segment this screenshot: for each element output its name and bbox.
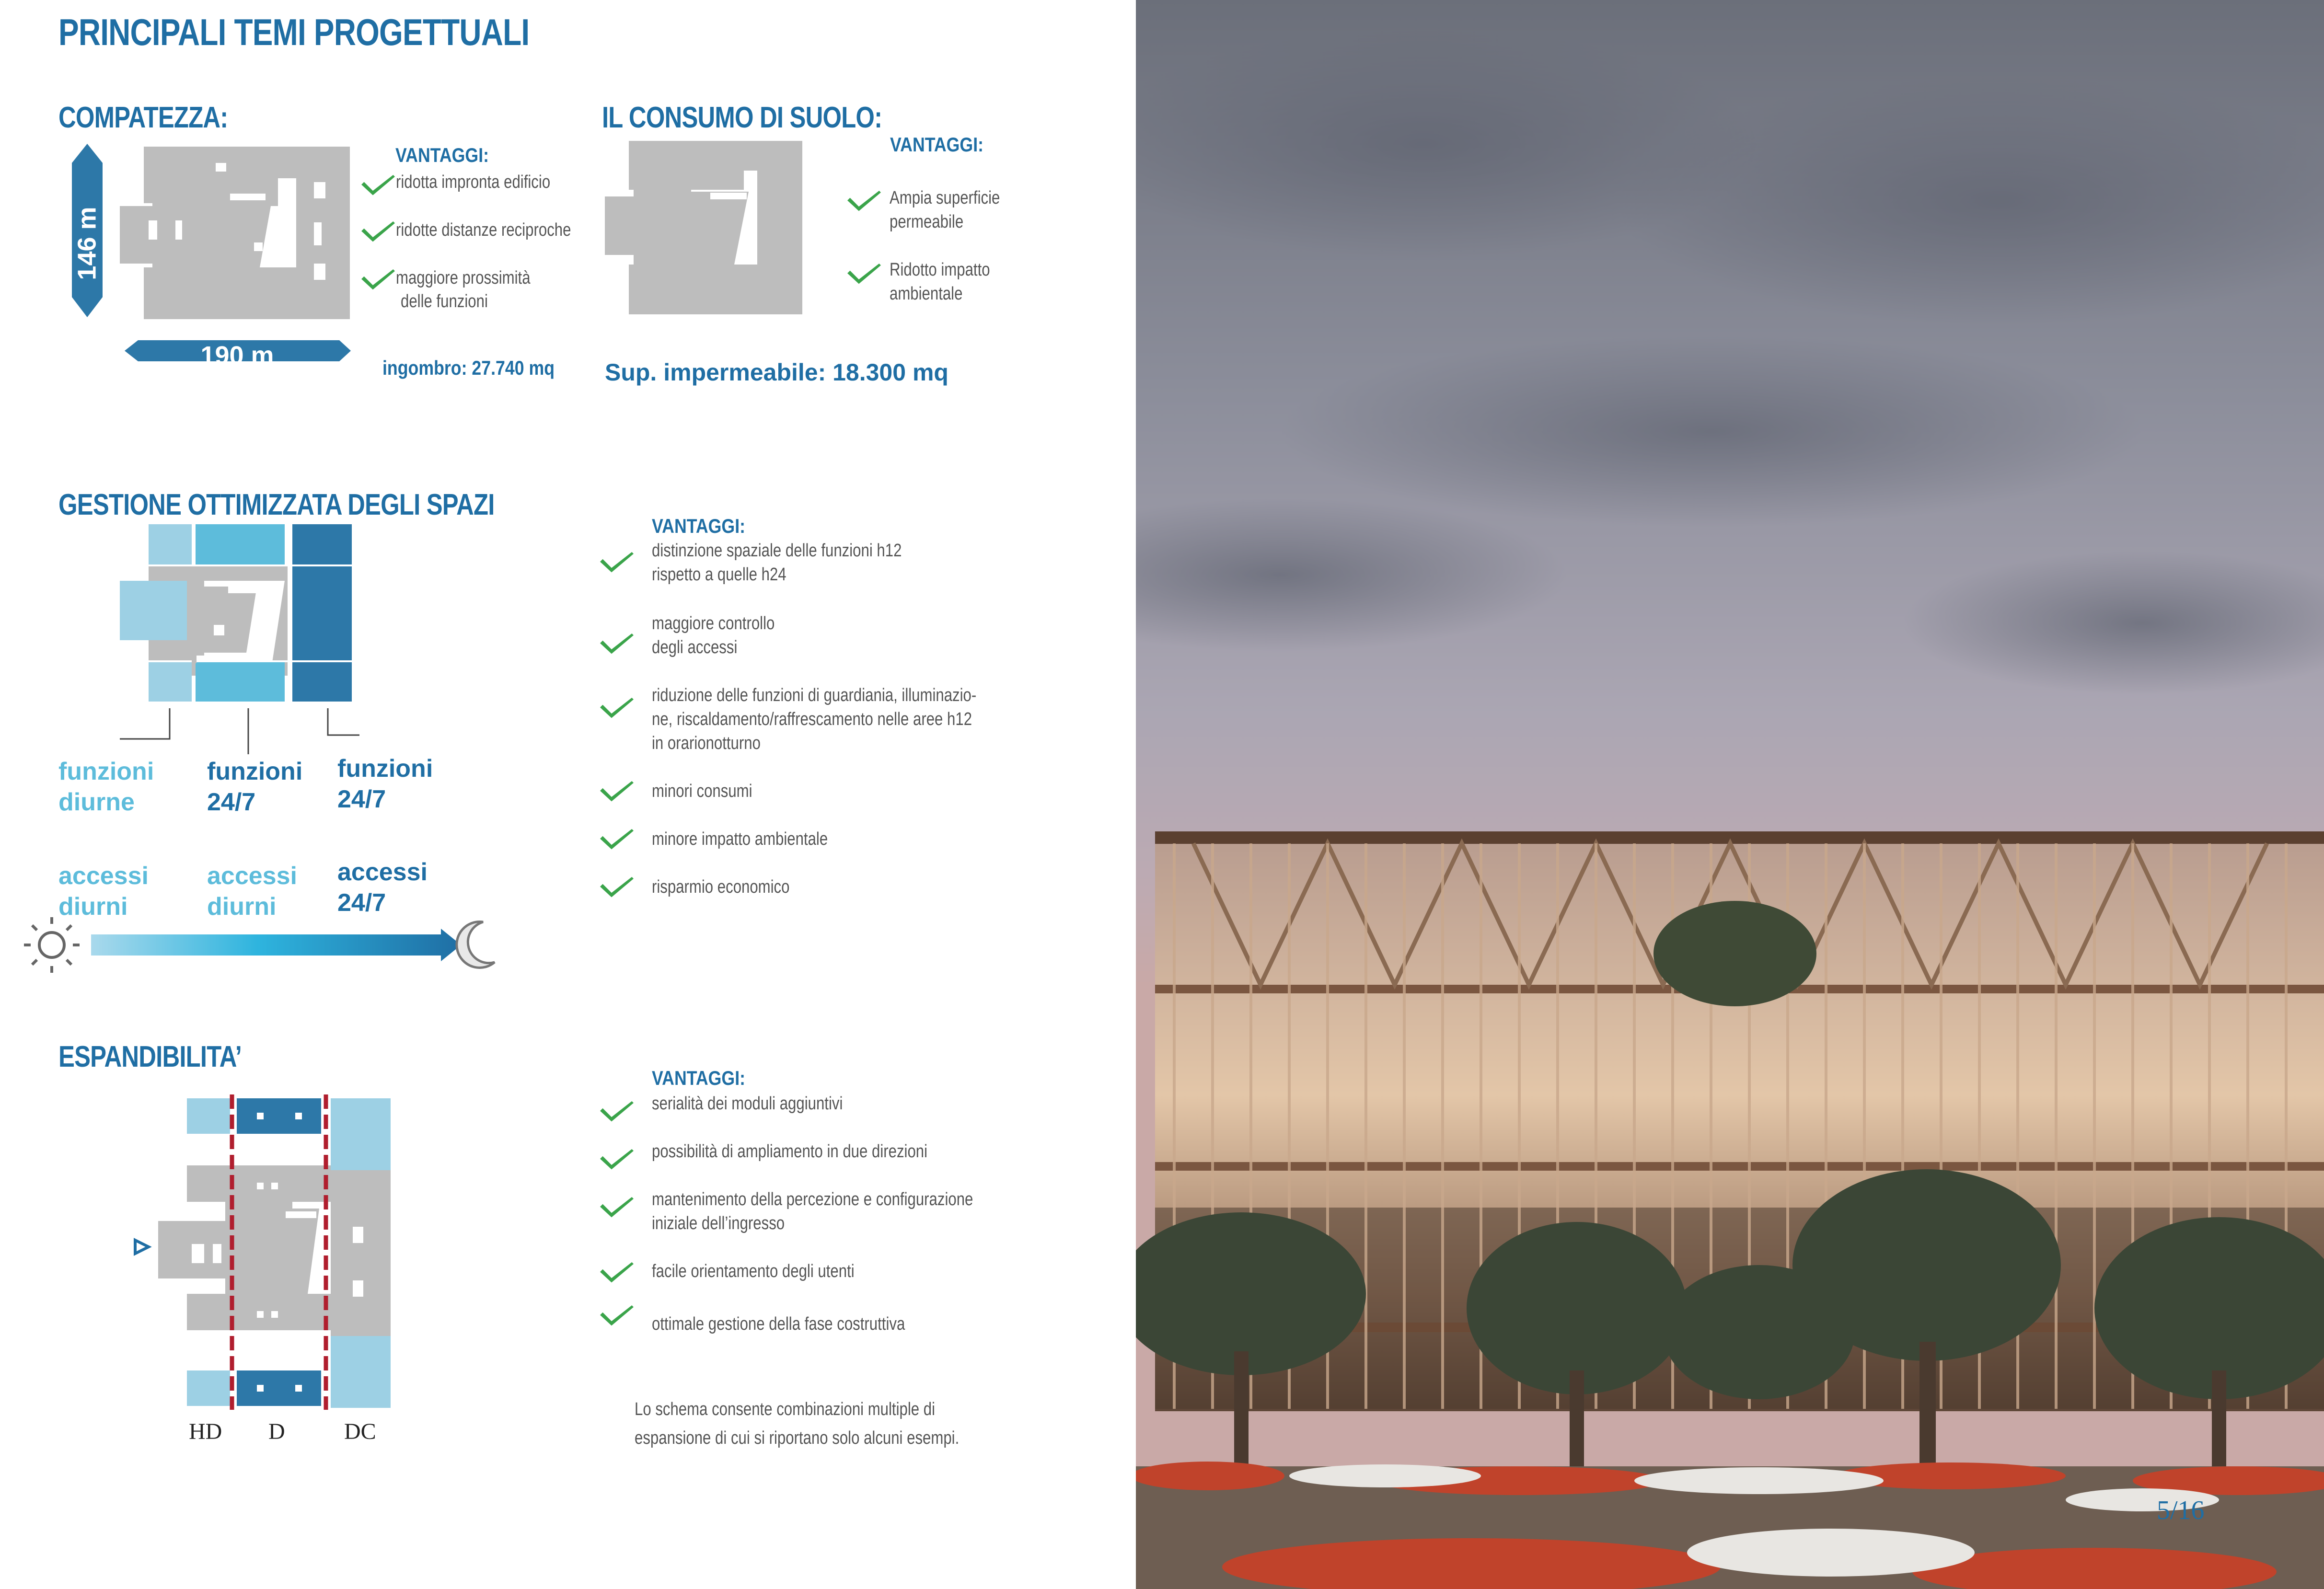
label-accessi-247: accessi [337,858,428,886]
compattezza-vantaggi-label: VANTAGGI: [395,144,489,166]
ingombro-value: ingombro: 27.740 mq [382,357,555,379]
check-icon [360,269,396,291]
check-icon [846,191,882,213]
compattezza-item: ridotte distanze reciproche [396,220,571,240]
gestione-item: minore impatto ambientale [652,829,828,849]
day-night-scale [24,914,498,977]
check-icon [599,1197,635,1219]
consumo-plan [605,139,806,321]
check-icon [599,633,635,656]
label-accessi-diurni-b: accessi [207,862,297,890]
check-icon [599,552,635,574]
label-funzioni-diurne: funzioni [58,758,154,785]
label-accessi-diurni-a: accessi [58,862,149,890]
check-icon [599,1305,635,1327]
zone-label-d: D [268,1419,285,1444]
page-title: PRINCIPALI TEMI PROGETTUALI [58,11,530,53]
espandibilita-item: ottimale gestione della fase costruttiva [652,1314,905,1334]
espandibilita-item: iniziale dell’ingresso [652,1213,785,1233]
gestione-item: maggiore controllo [652,613,775,633]
check-icon [599,877,635,899]
check-icon [599,1101,635,1123]
compattezza-item: ridotta impronta edificio [396,172,551,192]
check-icon [360,221,396,243]
gestione-item: degli accessi [652,637,738,657]
gestione-heading: GESTIONE OTTIMIZZATA DEGLI SPAZI [58,488,495,521]
check-icon [599,698,635,720]
consumo-item: ambientale [890,284,963,304]
check-icon [599,781,635,803]
sun-icon [24,917,80,973]
compattezza-heading: COMPATEZZA: [58,101,228,134]
moon-icon [457,921,495,967]
espandibilita-plan [129,1092,398,1417]
check-icon [599,829,635,851]
check-icon [599,1149,635,1171]
check-icon [360,175,396,197]
gestione-item: riduzione delle funzioni di guardiania, illuminazio- [652,685,977,705]
gestione-item: distinzione spaziale delle funzioni h12 [652,541,902,561]
label-accessi-diurni-b-2: diurni [207,893,277,921]
consumo-heading: IL CONSUMO DI SUOLO: [602,101,882,134]
label-funzioni-247-a: funzioni [207,758,303,785]
compattezza-item: delle funzioni [401,291,488,311]
check-icon [599,1262,635,1284]
espandibilita-vantaggi-label: VANTAGGI: [652,1067,746,1089]
consumo-item: Ridotto impatto [890,260,990,280]
consumo-item: permeabile [890,212,964,232]
architectural-render [1136,0,2324,1589]
espandibilita-note: espansione di cui si riportano solo alcuni esempi. [635,1428,960,1448]
espandibilita-item: mantenimento della percezione e configurazione [652,1189,973,1209]
gestione-item: minori consumi [652,781,752,801]
day-night-gradient-arrow [91,929,461,961]
espandibilita-heading: ESPANDIBILITA’ [58,1040,242,1073]
zone-label-hd: HD [189,1419,222,1444]
gestione-item: in orarionotturno [652,733,761,753]
espandibilita-item: possibilità di ampliamento in due direzioni [652,1141,928,1162]
label-funzioni-diurne-2: diurne [58,788,135,816]
superficie-value: Sup. impermeabile: 18.300 mq [605,359,948,386]
label-funzioni-247-a-2: 24/7 [207,788,256,816]
gestione-item: rispetto a quelle h24 [652,564,786,585]
zone-label-dc: DC [344,1419,376,1444]
consumo-item: Ampia superficie [890,188,1000,208]
label-accessi-247-2: 24/7 [337,889,386,917]
gestione-item: ne, riscaldamento/raffrescamento nelle aree h12 [652,709,972,729]
gestione-plan [120,524,359,754]
label-funzioni-247-b-2: 24/7 [337,785,386,813]
entrance-arrow-icon [135,1240,149,1254]
page-number: 5/16 [2157,1496,2205,1525]
compattezza-item: maggiore prossimità [396,268,531,288]
espandibilita-item: serialità dei moduli aggiuntivi [652,1094,843,1114]
width-label: 190 m [200,341,274,370]
label-accessi-diurni-a-2: diurni [58,893,128,921]
consumo-vantaggi-label: VANTAGGI: [890,133,984,156]
gestione-vantaggi-label: VANTAGGI: [652,515,746,537]
espandibilita-note: Lo schema consente combinazioni multiple di [635,1399,936,1419]
height-label: 146 m [73,207,102,280]
gestione-item: risparmio economico [652,877,790,897]
label-funzioni-247-b: funzioni [337,755,433,783]
espandibilita-item: facile orientamento degli utenti [652,1261,855,1281]
check-icon [846,264,882,286]
